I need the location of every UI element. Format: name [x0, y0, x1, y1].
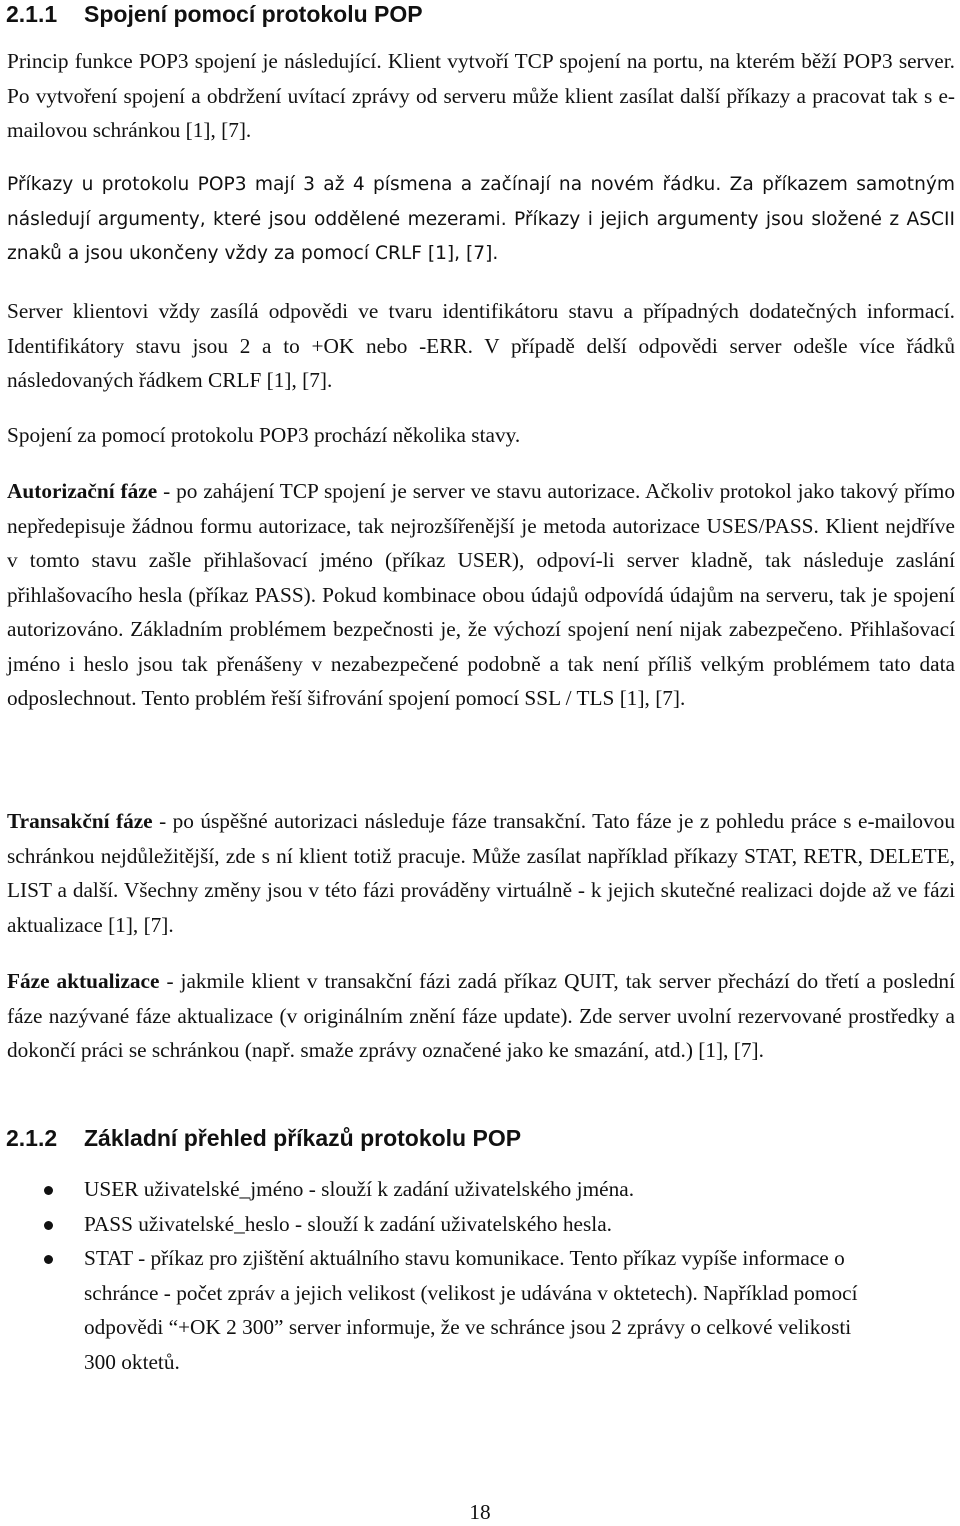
term-faze-aktualizace: Fáze aktualizace: [7, 969, 160, 993]
paragraph-transakcni-faze: [7, 804, 955, 942]
section-heading-prehled-prikazu: [6, 1124, 521, 1152]
paragraph-autorizacni-faze: [7, 474, 955, 716]
bullet-icon: [44, 1255, 53, 1264]
section-title: Základní přehled příkazů protokolu POP: [84, 1125, 522, 1151]
page-number: 18: [469, 1500, 491, 1524]
term-transakcni-faze: Transakční fáze: [7, 809, 153, 833]
text-transakcni-faze: - po úspěšné autorizaci následuje fáze transakční. Tato fáze je z pohledu práce s e-mailovou schránkou nejdůležitější, zde s ní klient totiž pracuje. Může zasílat například příkazy STAT, RETR, DELETE, LIST a další. Všechny změny jsou v této fázi prováděny virtuálně - k jejich skutečné realizaci dojde až ve fázi aktualizace [1], [7].: [7, 809, 955, 937]
term-autorizacni-faze: Autorizační fáze: [7, 479, 158, 503]
bullet-icon: [44, 1221, 53, 1230]
text-faze-aktualizace: - jakmile klient v transakční fázi zadá příkaz QUIT, tak server přechází do třetí a poslední fáze nazývané fáze aktualizace (v originálním znění fáze update). Zde server uvolní rezervované prostředky a dokončí práci se schránkou (např. smaže zprávy označené jako ke smazání, atd.) [1], [7].: [7, 969, 955, 1062]
list-item-text: PASS uživatelské_heslo - slouží k zadání uživatelského hesla.: [84, 1211, 612, 1236]
list-item-pass: [0, 1207, 884, 1242]
list-item-user: [0, 1172, 884, 1207]
section-heading-spojeni: [6, 0, 423, 28]
section-title: Spojení pomocí protokolu POP: [84, 1, 423, 27]
paragraph-princip: Princip funkce POP3 spojení je následující. Klient vytvoří TCP spojení na portu, na kterém běží POP3 server. Po vytvoření spojení a obdržení uvítací zprávy od serveru může klient zasílat další příkazy a pracovat tak s e-mailovou schránkou [1], [7].: [7, 49, 955, 142]
paragraph-faze-aktualizace: [7, 964, 955, 1068]
paragraph-server-odpovedi: Server klientovi vždy zasílá odpovědi ve tvaru identifikátoru stavu a případných dodatečných informací. Identifikátory stavu jsou 2 a to +OK nebo -ERR. V případě delší odpovědi server odešle více řádků následovaných řádkem CRLF [1], [7].: [7, 299, 955, 392]
list-item-text: STAT - příkaz pro zjištění aktuálního stavu komunikace. Tento příkaz vypíše informace o schránce - počet zpráv a jejich velikost (velikost je udávána v oktetech). Například pomocí odpovědi “+OK 2 300” server informuje, že ve schránce jsou 2 zprávy o celkové velikosti 300 oktetů.: [84, 1246, 858, 1374]
list-item-stat: [0, 1241, 884, 1379]
section-number: 2.1.2: [6, 1125, 58, 1151]
bullet-icon: [44, 1186, 53, 1195]
text-autorizacni-faze: - po zahájení TCP spojení je server ve stavu autorizace. Ačkoliv protokol jako takový přímo nepředepisuje žádnou formu autorizace, tak nejrozšířenější je metoda autorizace USES/PASS. Klient nejdříve v tomto stavu zašle přihlašovací jméno (příkaz USER), odpoví-li server kladně, tak následuje zaslání přihlašovacího hesla (příkaz PASS). Pokud kombinace obou údajů odpovídá údajům na serveru, tak je spojení autorizováno. Základním problémem bezpečnosti je, že výchozí spojení není nijak zabezpečeno. Přihlašovací jméno i heslo jsou tak přenášeny v nezabezpečené podobně a tak není příliš velkým problémem tato data odposlechnout. Tento problém řeší šifrování spojení pomocí SSL / TLS [1], [7].: [7, 479, 955, 710]
section-number: 2.1.1: [6, 1, 58, 27]
paragraph-prikazy: Příkazy u protokolu POP3 mají 3 až 4 písmena a začínají na novém řádku. Za příkazem samotným následují argumenty, které jsou oddělené mezerami. Příkazy i jejich argumenty jsou složené z ASCII znaků a jsou ukončeny vždy za pomocí CRLF [1], [7].: [7, 174, 955, 264]
list-item-text: USER uživatelské_jméno - slouží k zadání uživatelského jména.: [84, 1177, 635, 1201]
command-list: [0, 1172, 960, 1379]
paragraph-stavy: Spojení za pomocí protokolu POP3 prochází několika stavy.: [7, 423, 521, 447]
